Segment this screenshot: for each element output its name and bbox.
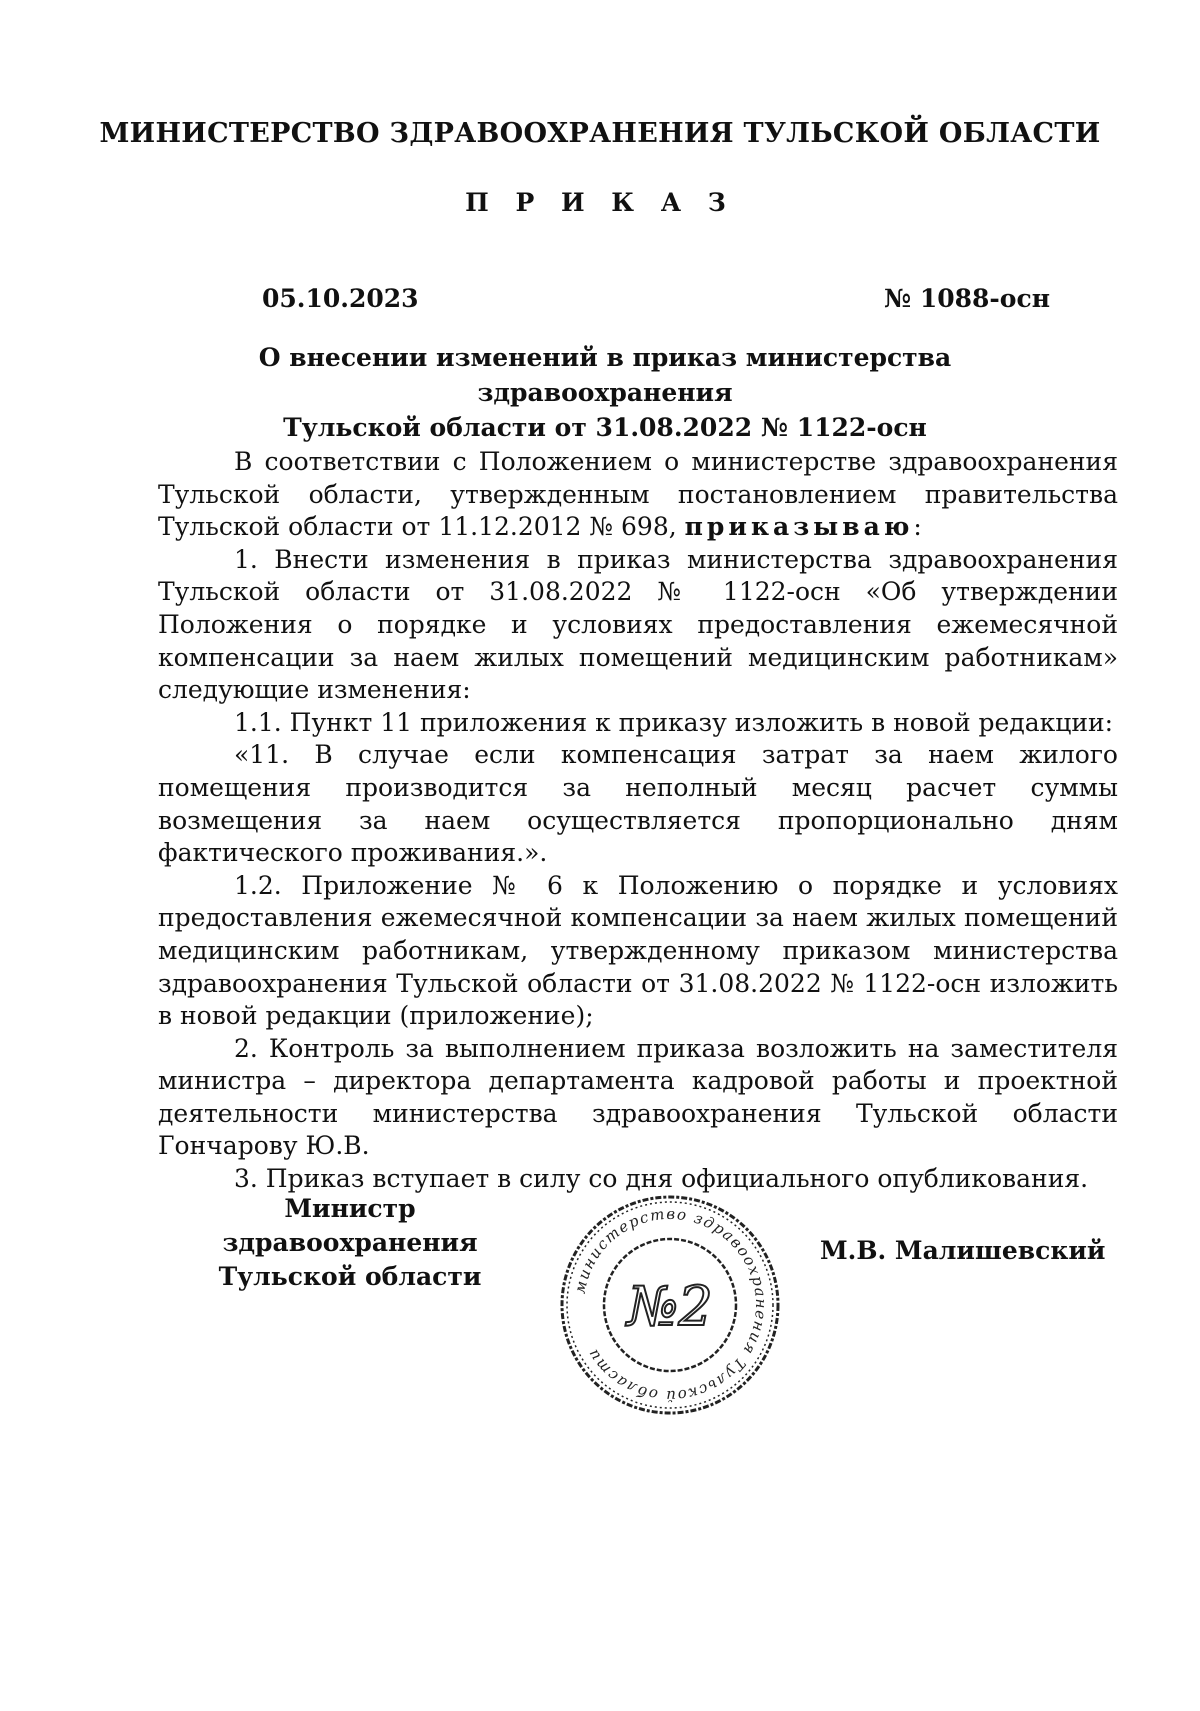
preamble-paragraph [158, 446, 1118, 544]
seal-ring-text: министерство здравоохранения Тульской области [570, 1204, 771, 1406]
clause-1: 1. Внести изменения в приказ министерства здравоохранения Тульской области от 31.08.2022 № 1122-осн «Об утверждении Положения о порядке и условиях предоставления ежемесячной компенсации за наем жилых помещений медицинским работникам» следующие изменения: [158, 544, 1118, 705]
ministry-header: МИНИСТЕРСТВО ЗДРАВООХРАНЕНИЯ ТУЛЬСКОЙ ОБЛАСТИ [99, 118, 1101, 149]
seal-center-number: №2 [627, 1275, 713, 1338]
order-command: приказываю [684, 512, 914, 542]
clause-1-2: 1.2. Приложение № 6 к Положению о порядке и условиях предоставления ежемесячной компенсации за наем жилых помещений медицинским работникам, утвержденному приказом министерства здравоохранения Тульской области от 31.08.2022 № 1122-осн изложить в новой редакции (приложение); [158, 870, 1118, 1031]
preamble-text: В соответствии с Положением о министерстве здравоохранения Тульской области, утвержденным постановлением правительства Тульской области от 11.12.2012 № 698, [158, 447, 1118, 542]
signatory-name: М.В. Малишевский [820, 1236, 1106, 1265]
signatory-title-line-2: Тульской области [218, 1262, 482, 1291]
clause-2: 2. Контроль за выполнением приказа возложить на заместителя министра – директора департамента кадровой работы и проектной деятельности министерства здравоохранения Тульской области Гончарову Ю.В. [158, 1033, 1118, 1161]
signatory-title [165, 1192, 535, 1294]
subject-line-2: Тульской области от 31.08.2022 № 1122-осн [283, 413, 927, 442]
order-subject [150, 340, 1060, 445]
order-number: № 1088-осн [883, 284, 1050, 313]
clause-1-1: 1.1. Пункт 11 приложения к приказу изложить в новой редакции: [234, 707, 1114, 737]
official-seal-stamp [555, 1190, 785, 1420]
clause-1-1-quote: «11. В случае если компенсация затрат за наем жилого помещения производится за неполный месяц расчет суммы возмещения за наем осуществляется пропорционально дням фактического проживания.». [158, 740, 1118, 868]
order-date: 05.10.2023 [262, 284, 419, 313]
subject-line-1: О внесении изменений в приказ министерства здравоохранения [258, 343, 952, 407]
document-type: П Р И К А З [465, 188, 735, 217]
order-body [158, 446, 1118, 1196]
clause-3: 3. Приказ вступает в силу со дня официального опубликования. [234, 1164, 1089, 1194]
preamble-end: : [913, 512, 922, 542]
signatory-title-line-1: Министр здравоохранения [222, 1194, 478, 1257]
